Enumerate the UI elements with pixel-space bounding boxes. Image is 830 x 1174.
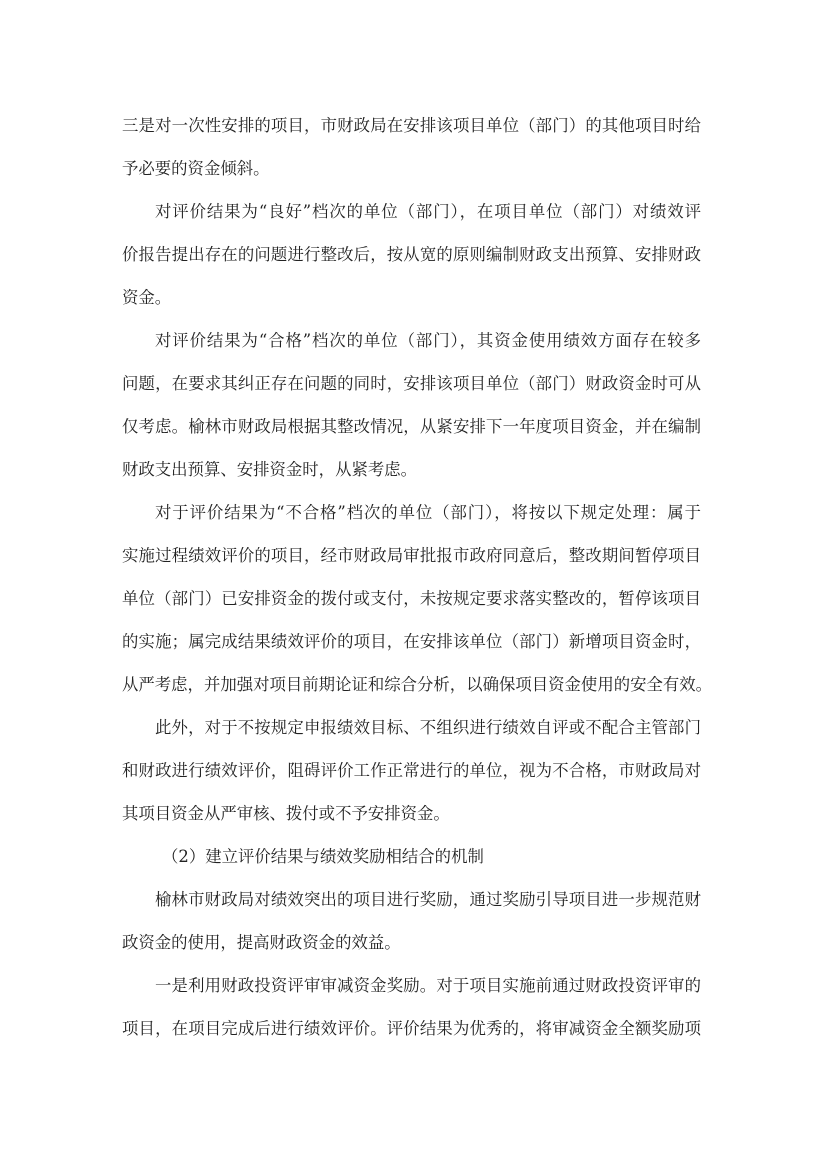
text-line: （2）建立评价结果与绩效奖励相结合的机制 [162, 847, 484, 866]
text-line: 其项目资金从严审核、拨付或不予安排资金。 [122, 804, 450, 823]
text-line: 予必要的资金倾斜。 [122, 159, 270, 178]
text-line: 资金。 [122, 288, 172, 307]
text-line: 问题，在要求其纠正存在问题的同时，安排该项目单位（部门）财政资金时可从 [122, 374, 701, 393]
text-line: 一是利用财政投资评审审减资金奖励。对于项目实施前通过财政投资评审的 [155, 976, 701, 995]
section-heading [122, 844, 701, 887]
text-line: 对评价结果为“合格”档次的单位（部门），其资金使用绩效方面存在较多 [155, 331, 701, 350]
paragraph [122, 973, 701, 1059]
text-line: 财政支出预算、安排资金时，从紧考虑。 [122, 460, 418, 479]
paragraph [122, 887, 701, 973]
text-line: 的实施；属完成结果绩效评价的项目，在安排该单位（部门）新增项目资金时， [122, 632, 701, 651]
paragraph [122, 328, 701, 500]
text-line: 仅考虑。榆林市财政局根据其整改情况，从紧安排下一年度项目资金，并在编制 [122, 417, 701, 436]
text-line: 对于评价结果为“不合格”档次的单位（部门），将按以下规定处理：属于 [155, 503, 701, 522]
text-line: 和财政进行绩效评价，阻碍评价工作正常进行的单位，视为不合格，市财政局对 [122, 761, 701, 780]
paragraph [122, 500, 713, 715]
text-line: 价报告提出存在的问题进行整改后，按从宽的原则编制财政支出预算、安排财政 [122, 245, 701, 264]
text-line: 政资金的使用，提高财政资金的效益。 [122, 933, 401, 952]
text-line: 项目，在项目完成后进行绩效评价。评价结果为优秀的，将审减资金全额奖励项 [122, 1019, 701, 1038]
text-line: 此外，对于不按规定申报绩效目标、不组织进行绩效自评或不配合主管部门 [155, 718, 701, 737]
paragraph [122, 199, 701, 328]
text-line: 榆林市财政局对绩效突出的项目进行奖励，通过奖励引导项目进一步规范财 [155, 890, 701, 909]
text-line: 对评价结果为“良好”档次的单位（部门），在项目单位（部门）对绩效评 [155, 202, 701, 221]
paragraph [122, 113, 701, 199]
paragraph [122, 715, 701, 844]
text-line: 单位（部门）已安排资金的拨付或支付，未按规定要求落实整改的，暂停该项目 [122, 589, 701, 608]
text-line: 从严考虑，并加强对项目前期论证和综合分析，以确保项目资金使用的安全有效。 [122, 675, 713, 694]
text-line: 三是对一次性安排的项目，市财政局在安排该项目单位（部门）的其他项目时给 [122, 116, 701, 135]
text-line: 实施过程绩效评价的项目，经市财政局审批报市政府同意后，整改期间暂停项目 [122, 546, 701, 565]
document-body [122, 113, 713, 1059]
